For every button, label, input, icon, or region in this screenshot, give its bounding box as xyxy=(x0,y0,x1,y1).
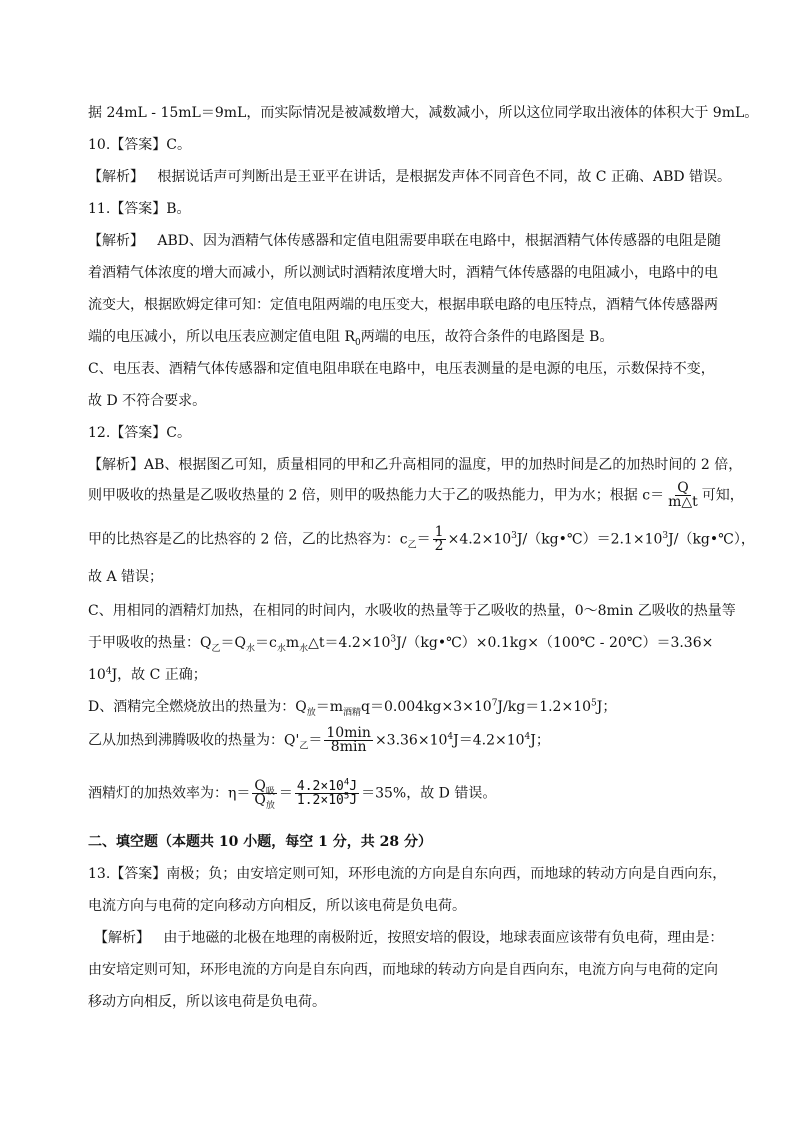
text: m xyxy=(285,635,300,651)
text-line: C、电压表、酒精气体传感器和定值电阻串联在电路中，电压表测量的是电源的电压，示数保持不变， xyxy=(88,361,715,377)
text: Q xyxy=(254,778,266,794)
text: ＝ xyxy=(416,531,431,548)
text: 乙从加热到沸腾吸收的热量为：Q' xyxy=(88,732,300,749)
text: ＝ xyxy=(278,785,293,802)
subscript: 0 xyxy=(355,337,361,348)
subscript: 水 xyxy=(245,643,255,654)
analysis-label: 【解析】 xyxy=(88,233,144,249)
superscript: 4 xyxy=(343,777,350,788)
section-title: 二、填空题（本题共 10 小题，每空 1 分，共 28 分） xyxy=(88,834,432,850)
text: 由于地磁的北极在地理的南极附近，按照安培的假设，地球表面应该带有负电荷，理由是： xyxy=(163,930,724,946)
subscript: 乙 xyxy=(299,741,309,752)
superscript: 5 xyxy=(343,791,350,802)
text: 端的电压减小，所以电压表应测定值电阻 R xyxy=(88,329,355,345)
formula-line xyxy=(88,633,713,653)
formula-line xyxy=(88,697,616,717)
denominator xyxy=(295,791,359,808)
text: J/（kg•℃）， xyxy=(668,531,755,548)
denominator: 2 xyxy=(434,538,444,554)
fraction xyxy=(295,777,359,808)
superscript: 3 xyxy=(390,634,397,645)
text: ＝c xyxy=(255,635,277,651)
text: J，故 C 正确； xyxy=(111,667,207,683)
text: J xyxy=(349,779,358,794)
text: q＝0.004kg×3×10 xyxy=(361,699,492,715)
analysis-line-13 xyxy=(94,928,723,948)
text: ×4.2×10 xyxy=(447,531,512,548)
subscript: 放 xyxy=(265,800,275,811)
fraction xyxy=(324,727,373,754)
text-line: 由安培定则可知，环形电流的方向是自东向西，而地球的转动方向是自西向东，电流方向与电荷的定向 xyxy=(88,962,718,978)
text: ABD、因为酒精气体传感器和定值电阻需要串联在电路中，根据酒精气体传感器的电阻是随 xyxy=(157,233,721,249)
text: J＝4.2×10 xyxy=(453,732,525,749)
analysis-label: 【解析】 xyxy=(94,930,150,946)
formula-line xyxy=(88,777,497,811)
text-line xyxy=(88,327,613,347)
superscript: 3 xyxy=(662,530,669,541)
superscript: 4 xyxy=(524,731,531,742)
text: △t＝4.2×10 xyxy=(308,635,391,651)
answer-line-13: 13.【答案】南极；负；由安培定则可知，环形电流的方向是自东向西，而地球的转动方向是自西向东， xyxy=(88,866,727,882)
text-line: C、用相同的酒精灯加热，在相同的时间内，水吸收的热量等于乙吸收的热量，0～8min 乙吸收的热量等 xyxy=(88,603,736,619)
fraction xyxy=(433,526,446,553)
text: ＝ xyxy=(308,732,323,749)
formula-line xyxy=(88,482,744,509)
text: 根据说话声可判断出是王亚平在讲话，是根据发声体不同音色不同，故 C 正确、ABD 错误。 xyxy=(157,169,732,185)
superscript: 3 xyxy=(511,530,517,541)
text-line: 故 D 不符合要求。 xyxy=(88,393,207,409)
text: ＝Q xyxy=(220,635,246,651)
superscript: 7 xyxy=(491,698,498,709)
numerator: Q xyxy=(677,480,689,496)
text: 则甲吸收的热量是乙吸收热量的 2 倍，则甲的吸热能力大于乙的吸热能力，甲为水；根据 c＝ xyxy=(88,487,665,504)
text: ×3.36×10 xyxy=(374,732,448,749)
text: 10 xyxy=(88,667,106,683)
text-line: 【解析】AB、根据图乙可知，质量相同的甲和乙升高相同的温度，甲的加热时间是乙的加热时间的 2 倍， xyxy=(88,457,743,473)
text-line: 移动方向相反，所以该电荷是负电荷。 xyxy=(88,994,326,1010)
text: J； xyxy=(530,732,550,749)
answer-line-12: 12.【答案】C。 xyxy=(88,425,191,441)
subscript: 放 xyxy=(306,707,316,718)
subscript: 水 xyxy=(276,643,286,654)
answer-line-10: 10.【答案】C。 xyxy=(88,137,191,153)
text: 两端的电压，故符合条件的电路图是 B。 xyxy=(360,329,614,345)
subscript: 吸 xyxy=(265,786,275,797)
text-line: 据 24mL - 15mL＝9mL，而实际情况是被减数增大，减数减小，所以这位同学取出液体的体积大于 9mL。 xyxy=(88,105,759,121)
subscript: 乙 xyxy=(211,643,221,654)
formula-line xyxy=(88,665,207,685)
text: ＝35%，故 D 错误。 xyxy=(361,785,497,802)
text: 甲的比热容是乙的比热容的 2 倍，乙的比热容为：c xyxy=(88,531,408,548)
text: 1.2×10 xyxy=(296,793,344,808)
formula-line xyxy=(88,526,755,553)
superscript: 5 xyxy=(591,698,597,709)
fraction xyxy=(666,482,700,509)
answer-line-11: 11.【答案】B。 xyxy=(88,201,191,217)
text: J； xyxy=(596,699,617,715)
subscript: 乙 xyxy=(407,540,417,551)
denominator xyxy=(252,792,277,811)
subscript: 酒精 xyxy=(343,707,362,718)
text: 4.2×10 xyxy=(296,779,344,794)
superscript: 4 xyxy=(105,666,112,677)
text: J/（kg•℃）×0.1kg×（100℃ - 20℃）＝3.36× xyxy=(396,635,714,651)
text: J/kg＝1.2×10 xyxy=(497,699,592,715)
text-line: 流变大，根据欧姆定律可知：定值电阻两端的电压变大，根据串联电路的电压特点，酒精气体传感器两 xyxy=(88,297,718,313)
formula-line xyxy=(88,727,550,754)
text: D、酒精完全燃烧放出的热量为：Q xyxy=(88,699,307,715)
fraction xyxy=(252,778,277,811)
text: 可知， xyxy=(701,487,744,504)
text-line: 电流方向与电荷的定向移动方向相反，所以该电荷是负电荷。 xyxy=(88,898,466,914)
text: J xyxy=(349,793,358,808)
denominator: m△t xyxy=(668,494,698,510)
numerator: 10min xyxy=(326,725,371,741)
subscript: 水 xyxy=(299,643,309,654)
text-line: 着酒精气体浓度的增大而减小，所以测试时酒精浓度增大时，酒精气体传感器的电阻减小，电路中的电 xyxy=(88,265,718,281)
analysis-line-11 xyxy=(88,231,721,251)
denominator: 8min xyxy=(330,739,367,755)
text: Q xyxy=(254,792,266,808)
superscript: 4 xyxy=(447,731,454,742)
numerator: 1 xyxy=(434,524,444,540)
numerator xyxy=(295,777,359,794)
text: ＝m xyxy=(315,699,343,715)
text: 酒精灯的加热效率为：η＝ xyxy=(88,785,251,802)
analysis-line-10 xyxy=(88,167,731,187)
analysis-label: 【解析】 xyxy=(88,169,144,185)
text-line: 故 A 错误； xyxy=(88,569,164,585)
text: 于甲吸收的热量：Q xyxy=(88,635,212,651)
text: J/（kg•℃）＝2.1×10 xyxy=(516,531,663,548)
